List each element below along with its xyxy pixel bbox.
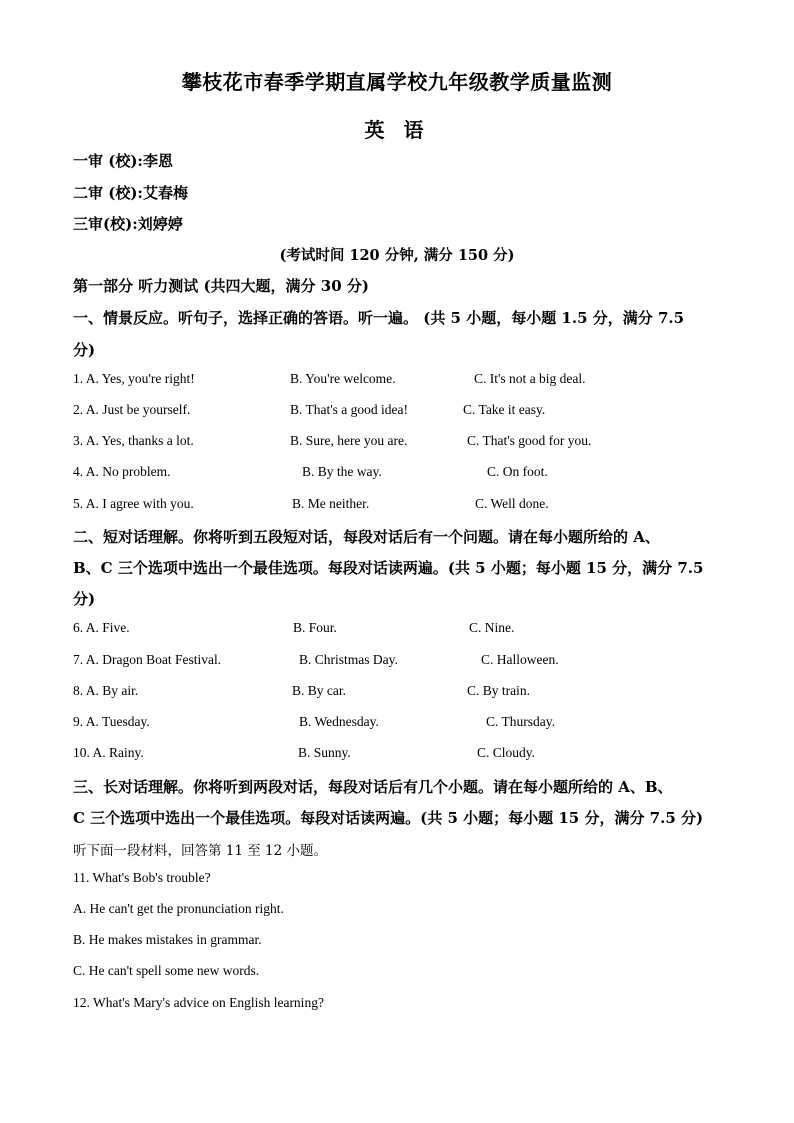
q9-option-a: 9. A. Tuesday. bbox=[73, 714, 150, 729]
exam-time-note: (考试时间 120 分钟, 满分 150 分) bbox=[279, 247, 515, 264]
q2-option-a: 2. A. Just be yourself. bbox=[73, 402, 191, 417]
q3-option-b: B. Sure, here you are. bbox=[290, 433, 408, 448]
q2-option-b: B. That's a good idea! bbox=[290, 402, 409, 417]
q7-option-b: B. Christmas Day. bbox=[299, 652, 398, 667]
reviewer-2: 二审 (校):艾春梅 bbox=[73, 184, 188, 202]
q4-option-c: C. On foot. bbox=[487, 464, 548, 479]
q9-option-c: C. Thursday. bbox=[486, 714, 555, 729]
section2-heading-cont2: 分) bbox=[73, 590, 96, 608]
subject-title: 英 语 bbox=[364, 118, 430, 142]
q6-option-b: B. Four. bbox=[293, 620, 337, 635]
q10-option-a: 10. A. Rainy. bbox=[73, 745, 144, 760]
section3-heading-cont: C 三个选项中选出一个最佳选项。每段对话读两遍。(共 5 小题；每小题 15 分，满分 7.5 分) bbox=[73, 809, 704, 827]
q11-option-a: A. He can't get the pronunciation right. bbox=[73, 901, 284, 916]
reviewer-1: 一审 (校):李恩 bbox=[73, 152, 173, 170]
q7-option-c: C. Halloween. bbox=[481, 652, 559, 667]
section2-heading-cont: B、C 三个选项中选出一个最佳选项。每段对话读两遍。(共 5 小题；每小题 15 分，满分 7.5 bbox=[73, 559, 704, 577]
section3-heading: 三、长对话理解。你将听到两段对话，每段对话后有几个小题。请在每小题所给的 A、B、 bbox=[73, 778, 673, 796]
q6-option-a: 6. A. Five. bbox=[73, 620, 130, 635]
q1-option-c: C. It's not a big deal. bbox=[474, 371, 586, 386]
q3-option-a: 3. A. Yes, thanks a lot. bbox=[73, 433, 194, 448]
q12-stem: 12. What's Mary's advice on English learning? bbox=[73, 995, 324, 1010]
q10-option-c: C. Cloudy. bbox=[477, 745, 536, 760]
q4-option-a: 4. A. No problem. bbox=[73, 464, 171, 479]
q4-option-b: B. By the way. bbox=[302, 464, 382, 479]
part1-title: 第一部分 听力测试 (共四大题，满分 30 分) bbox=[73, 277, 369, 295]
q9-option-b: B. Wednesday. bbox=[299, 714, 379, 729]
q1-option-a: 1. A. Yes, you're right! bbox=[73, 371, 195, 386]
q5-option-b: B. Me neither. bbox=[292, 496, 370, 511]
q2-option-c: C. Take it easy. bbox=[463, 402, 546, 417]
section1-heading-cont: 分) bbox=[73, 341, 96, 359]
q8-option-c: C. By train. bbox=[467, 683, 530, 698]
q1-option-b: B. You're welcome. bbox=[290, 371, 396, 386]
q6-option-c: C. Nine. bbox=[469, 620, 515, 635]
q8-option-a: 8. A. By air. bbox=[73, 683, 139, 698]
reviewer-3: 三审(校):刘婷婷 bbox=[73, 215, 183, 233]
q11-stem: 11. What's Bob's trouble? bbox=[73, 870, 211, 885]
q3-option-c: C. That's good for you. bbox=[467, 433, 592, 448]
q11-option-c: C. He can't spell some new words. bbox=[73, 963, 260, 978]
q10-option-b: B. Sunny. bbox=[298, 745, 351, 760]
q7-option-a: 7. A. Dragon Boat Festival. bbox=[73, 652, 222, 667]
q11-option-b: B. He makes mistakes in grammar. bbox=[73, 932, 262, 947]
section3-instruction: 听下面一段材料，回答第 11 至 12 小题。 bbox=[73, 843, 328, 859]
section2-heading: 二、短对话理解。你将听到五段短对话，每段对话后有一个问题。请在每小题所给的 A、 bbox=[73, 528, 660, 546]
exam-title: 攀枝花市春季学期直属学校九年级教学质量监测 bbox=[181, 70, 613, 94]
section1-heading: 一、情景反应。听句子，选择正确的答语。听一遍。 (共 5 小题，每小题 1.5 分，满分 7.5 bbox=[73, 309, 685, 327]
q8-option-b: B. By car. bbox=[292, 683, 346, 698]
q5-option-a: 5. A. I agree with you. bbox=[73, 496, 194, 511]
q5-option-c: C. Well done. bbox=[475, 496, 549, 511]
